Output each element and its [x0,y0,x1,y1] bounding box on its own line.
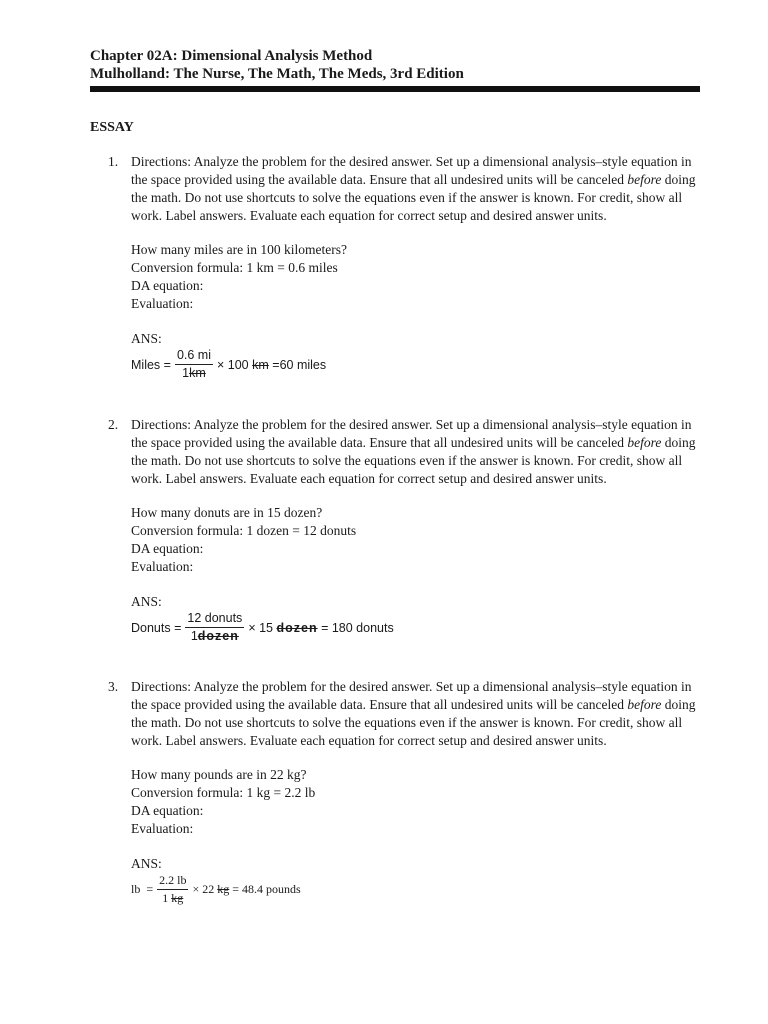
answer-label: ANS: [131,331,162,346]
canceled-unit: kg [217,882,230,896]
fraction: $\frac{\text{12 donuts}}{\text{1dozen}}$ [187,611,243,643]
evaluation-label: Evaluation: [131,559,194,574]
question-number: 2. [108,417,119,432]
section-title: ESSAY [90,120,134,135]
question-number: 3. [108,679,119,694]
answer-equation: Donuts = $\frac{\text{12 donuts}}{\text{1dozen}}$ × 15 dozen = 180 donuts [131,611,394,643]
conversion-formula: Conversion formula: 1 dozen = 12 donuts [131,523,357,538]
da-equation-label: DA equation: [131,803,204,818]
question-directions: Directions: Analyze the problem for the desired answer. Set up a dimensional analysis–style equation in the space provided using the available data. Ensure that all undesired units will be canceled before doing the math. Do not use shortcuts to solve the equations even if the answer is known. For credit, show all work. Label answers. Evaluate each equation for correct setup and desired answer units. [131,154,696,223]
chapter-title: Chapter 02A: Dimensional Analysis Method [90,48,373,64]
canceled-unit: dozen [276,620,318,635]
document-header [90,47,700,83]
question-prompt: How many pounds are in 22 kg? [131,767,307,782]
answer-label: ANS: [131,594,162,609]
question-prompt: How many donuts are in 15 dozen? [131,505,323,520]
fraction: $\frac{2.2 lb}{1 kg}$ [159,873,187,905]
evaluation-label: Evaluation: [131,821,194,836]
evaluation-label: Evaluation: [131,296,194,311]
answer-equation: lb = $\frac{2.2 lb}{1 kg}$ × 22 kg = 48.4 pounds [131,873,301,905]
question-directions: Directions: Analyze the problem for the desired answer. Set up a dimensional analysis–style equation in the space provided using the available data. Ensure that all undesired units will be canceled before doing the math. Do not use shortcuts to solve the equations even if the answer is known. For credit, show all work. Label answers. Evaluate each equation for correct setup and desired answer units. [131,679,696,748]
question-prompt: How many miles are in 100 kilometers? [131,242,347,257]
conversion-formula: Conversion formula: 1 km = 0.6 miles [131,260,338,275]
header-rule [90,86,700,92]
question-number: 1. [108,154,119,169]
answer-label: ANS: [131,856,162,871]
da-equation-label: DA equation: [131,541,204,556]
book-title: Mulholland: The Nurse, The Math, The Meds, 3rd Edition [90,66,464,82]
question-directions: Directions: Analyze the problem for the desired answer. Set up a dimensional analysis–style equation in the space provided using the available data. Ensure that all undesired units will be canceled before doing the math. Do not use shortcuts to solve the equations even if the answer is known. For credit, show all work. Label answers. Evaluate each equation for correct setup and desired answer units. [131,417,696,486]
conversion-formula: Conversion formula: 1 kg = 2.2 lb [131,785,316,800]
da-equation-label: DA equation: [131,278,204,293]
fraction: $\frac{0.6 mi}{1km}$ [176,348,211,380]
canceled-unit: km [252,357,269,372]
answer-equation: Miles = $\frac{0.6 mi}{1km}$ × 100 km =60 miles [131,348,327,380]
